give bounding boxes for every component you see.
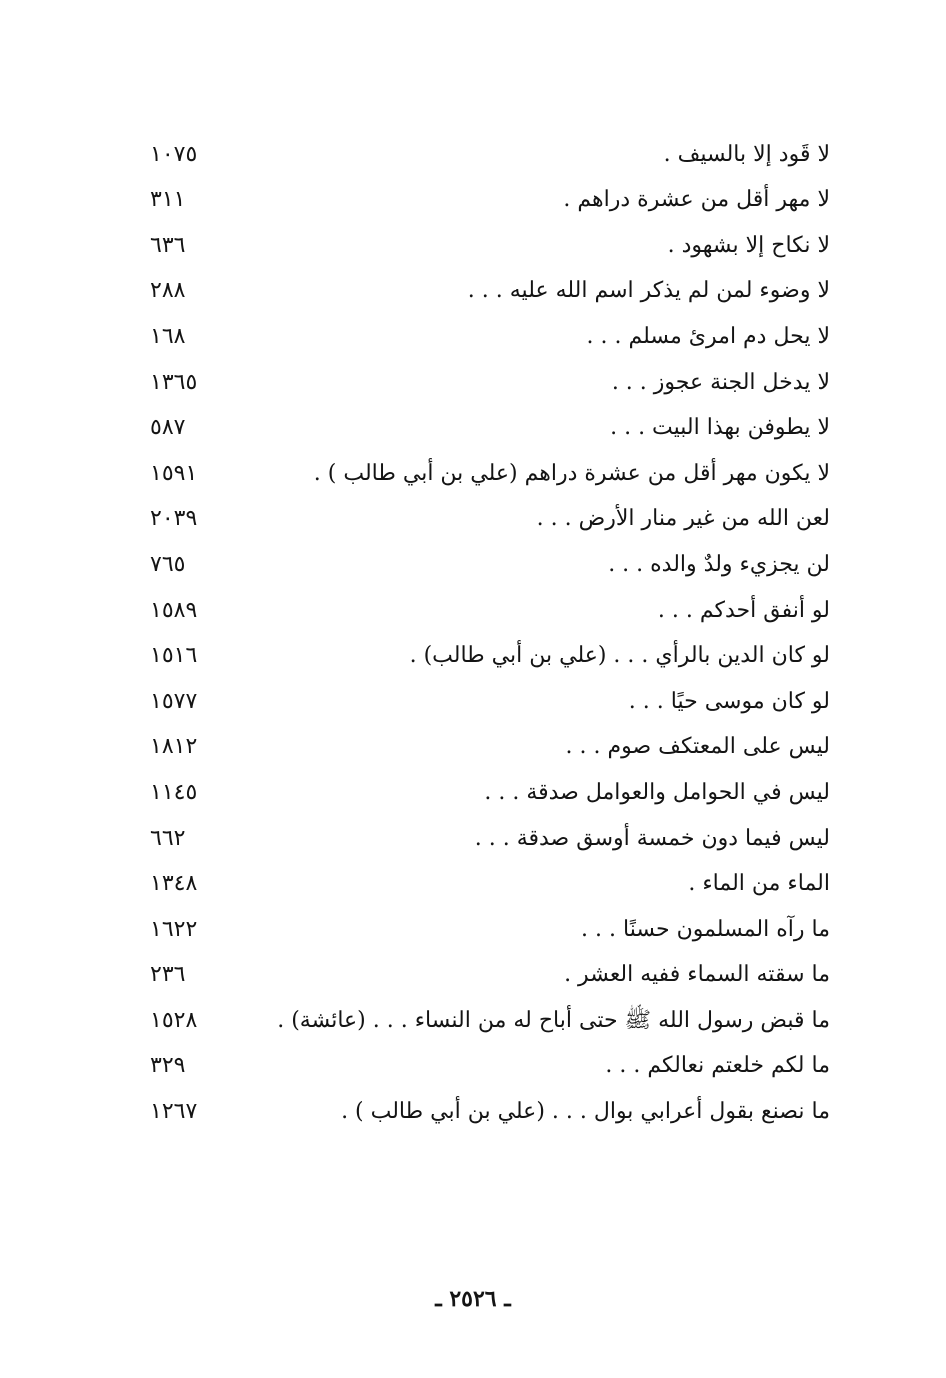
hadith-text: الماء من الماء . [688, 871, 830, 897]
index-entry [150, 998, 830, 1044]
page-reference: ١٥٧٧ [150, 688, 198, 714]
hadith-text: ما سقته السماء ففيه العشر . [564, 962, 830, 988]
page-reference: ١٥٨٩ [150, 597, 198, 623]
index-entry [150, 497, 830, 543]
hadith-text: ما رآه المسلمون حسنًا . . . [581, 916, 830, 942]
index-entry [150, 406, 830, 452]
page-reference: ١٣٤٨ [150, 871, 198, 897]
hadith-text: ما لكم خلعتم نعالكم . . . [605, 1053, 830, 1079]
hadith-text: ليس فيما دون خمسة أوسق صدقة . . . [474, 825, 830, 851]
hadith-text: لعن الله من غير منار الأرض . . . [536, 506, 830, 532]
index-entry [150, 725, 830, 771]
hadith-text: لا يدخل الجنة عجوز . . . [611, 369, 830, 395]
page-reference: ١٦٢٢ [150, 916, 198, 942]
page-reference: ٣٢٩ [150, 1053, 186, 1079]
index-entry [150, 770, 830, 816]
index-entry [150, 269, 830, 315]
hadith-text: لو كان الدين بالرأي . . . (علي بن أبي طالب) . [409, 643, 830, 669]
page-reference: ٢٣٦ [150, 962, 186, 988]
hadith-text: لا يكون مهر أقل من عشرة دراهم (علي بن أبي طالب ) . [313, 460, 830, 486]
index-entry [150, 907, 830, 953]
page-reference: ١١٤٥ [150, 779, 198, 805]
page-reference: ١٦٨ [150, 323, 186, 349]
page-reference: ٧٦٥ [150, 551, 186, 577]
page-reference: ١٢٦٧ [150, 1099, 198, 1125]
hadith-text: ما قبض رسول الله ﷺ حتى أباح له من النساء . . . (عائشة) . [277, 1007, 830, 1033]
index-entry [150, 178, 830, 224]
hadith-text: لو أنفق أحدكم . . . [657, 597, 830, 623]
page-reference: ٦٣٦ [150, 232, 186, 258]
hadith-text: لا قَود إلا بالسيف . [663, 141, 830, 167]
index-entry [150, 314, 830, 360]
hadith-index-list [150, 132, 830, 1135]
index-entry [150, 816, 830, 862]
hadith-text: لن يجزيء ولدٌ والده . . . [608, 551, 830, 577]
page-reference: ٣١١ [150, 187, 186, 213]
index-entry [150, 1044, 830, 1090]
hadith-text: لا يحل دم امرئ مسلم . . . [586, 323, 830, 349]
page-reference: ١٥٩١ [150, 460, 198, 486]
page-reference: ٥٨٧ [150, 415, 186, 441]
index-entry [150, 451, 830, 497]
page-reference: ٦٦٢ [150, 825, 186, 851]
index-entry [150, 588, 830, 634]
hadith-text: لو كان موسى حيًا . . . [628, 688, 830, 714]
page-reference: ١٨١٢ [150, 734, 198, 760]
page-reference: ١٣٦٥ [150, 369, 198, 395]
index-entry [150, 132, 830, 178]
index-entry [150, 360, 830, 406]
hadith-text: ما نصنع بقول أعرابي بوال . . . (علي بن أبي طالب ) . [341, 1099, 830, 1125]
index-entry [150, 542, 830, 588]
hadith-text: لا نكاح إلا بشهود . [667, 232, 830, 258]
index-entry [150, 862, 830, 908]
page-reference: ٢٠٣٩ [150, 506, 198, 532]
hadith-text: ليس في الحوامل والعوامل صدقة . . . [484, 779, 830, 805]
hadith-text: لا يطوفن بهذا البيت . . . [610, 415, 830, 441]
page-reference: ١٥٢٨ [150, 1007, 198, 1033]
index-entry [150, 679, 830, 725]
page-reference: ١٠٧٥ [150, 141, 198, 167]
hadith-text: ليس على المعتكف صوم . . . [565, 734, 830, 760]
index-entry [150, 953, 830, 999]
hadith-text: لا وضوء لمن لم يذكر اسم الله عليه . . . [467, 278, 830, 304]
index-entry [150, 1089, 830, 1135]
page-number: ـ ٢٥٢٦ ـ [435, 1286, 511, 1312]
page-reference: ١٥١٦ [150, 643, 198, 669]
index-entry [150, 223, 830, 269]
page-reference: ٢٨٨ [150, 278, 186, 304]
hadith-text: لا مهر أقل من عشرة دراهم . [563, 187, 830, 213]
index-entry [150, 634, 830, 680]
